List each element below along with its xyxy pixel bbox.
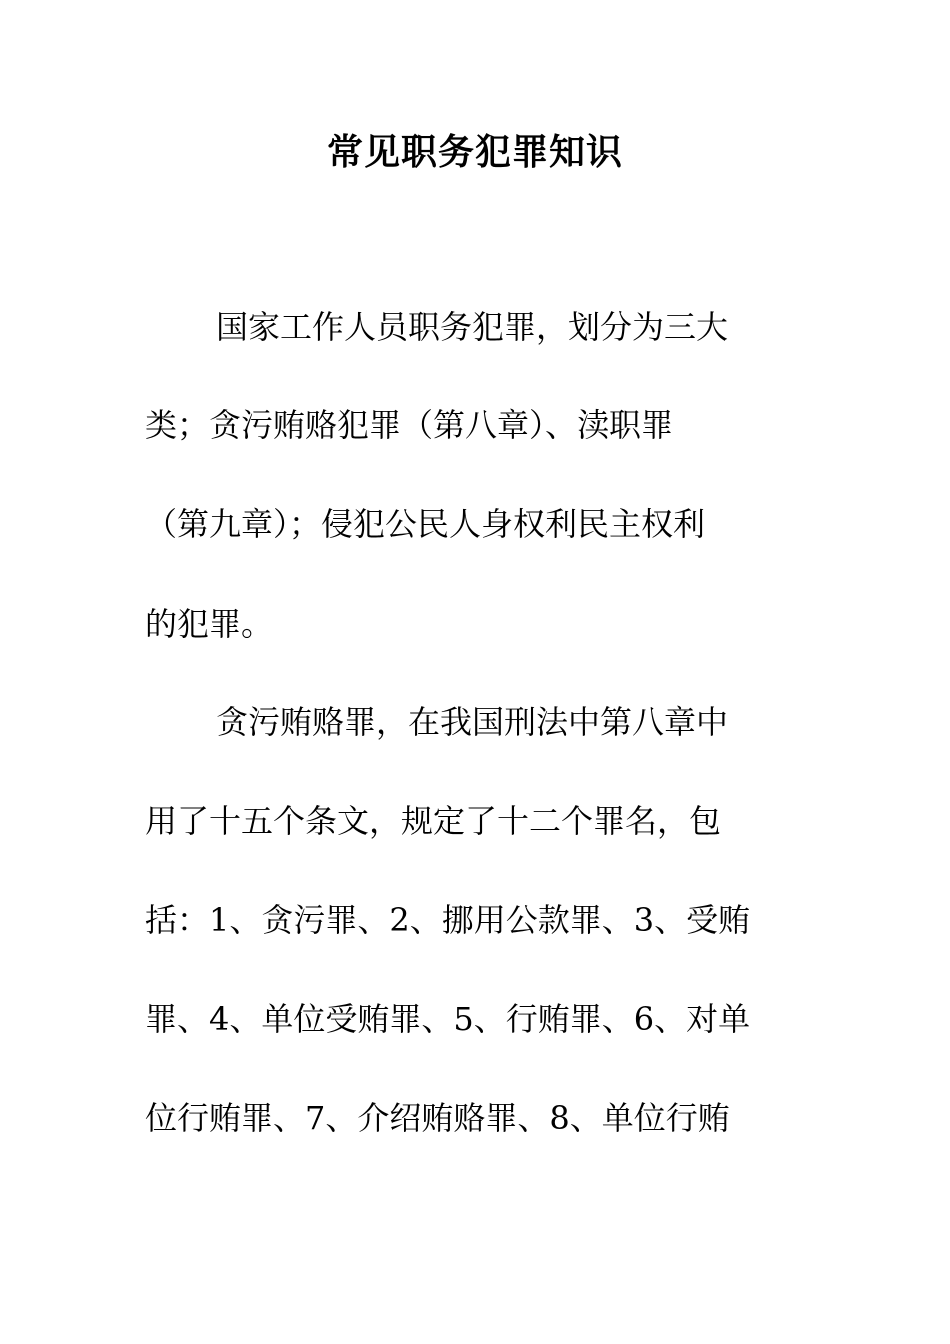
paragraph-2-line-1: 贪污贿赂罪，在我国刑法中第八章中 xyxy=(216,703,729,741)
document-title: 常见职务犯罪知识 xyxy=(326,131,623,173)
paragraph-1-line-2: 类；贪污贿赂犯罪（第八章）、渎职罪 xyxy=(145,406,674,444)
paragraph-2-line-5: 位行贿罪、7、介绍贿赂罪、8、单位行贿 xyxy=(145,1099,730,1137)
paragraph-1-line-3: （第九章）；侵犯公民人身权利民主权利 xyxy=(145,505,706,543)
paragraph-2-line-2: 用了十五个条文，规定了十二个罪名，包 xyxy=(145,802,722,840)
paragraph-2-line-4: 罪、4、单位受贿罪、5、行贿罪、6、对单 xyxy=(145,1000,751,1038)
paragraph-1-line-4: 的犯罪。 xyxy=(145,605,274,643)
paragraph-2-line-3: 括：1、贪污罪、2、挪用公款罪、3、受贿 xyxy=(145,901,751,939)
paragraph-1-line-1: 国家工作人员职务犯罪，划分为三大 xyxy=(216,308,729,346)
